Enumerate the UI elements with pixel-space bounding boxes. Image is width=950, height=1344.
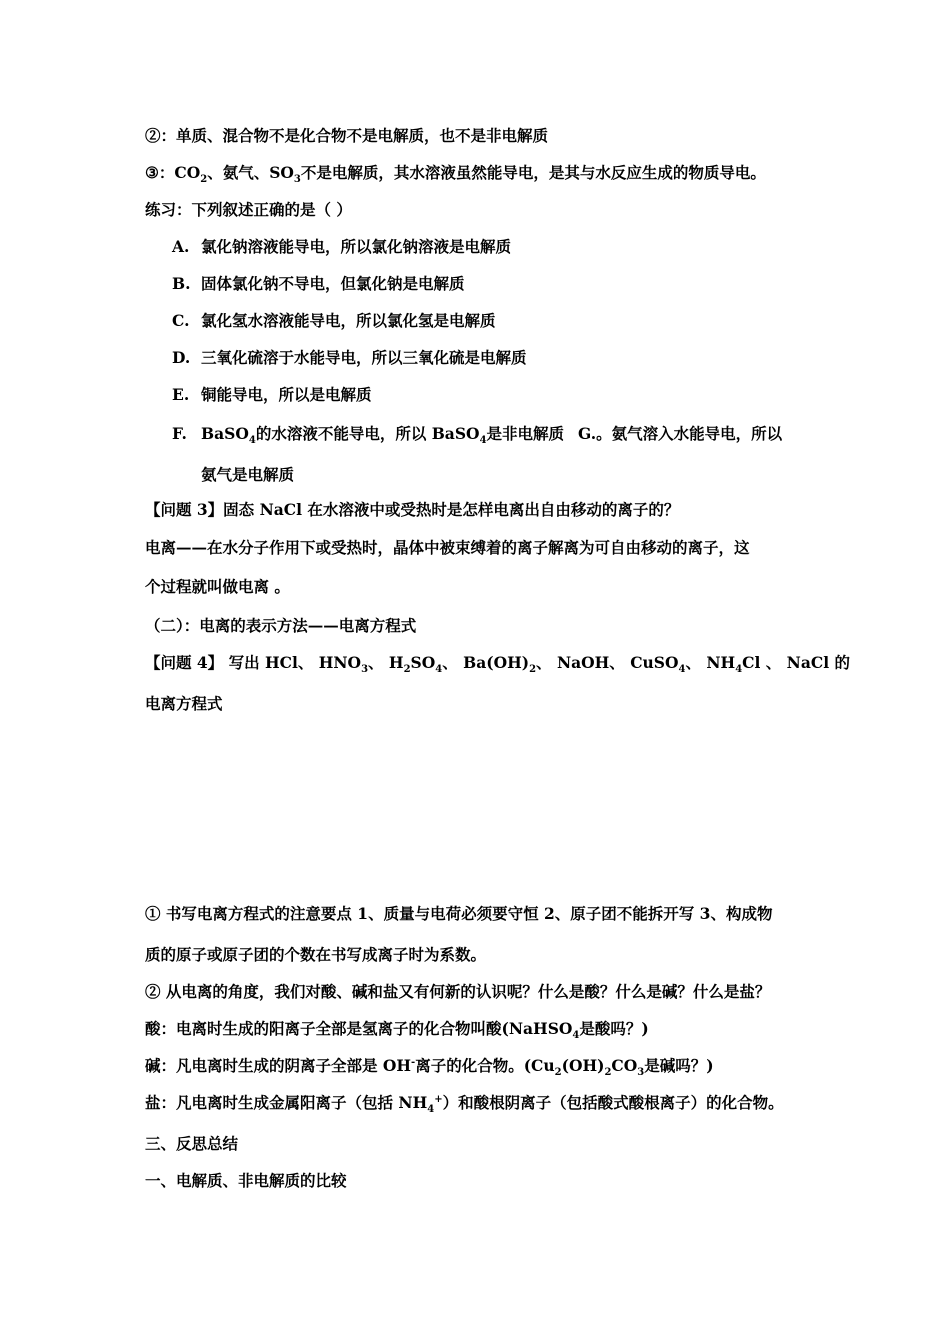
- question-4-continuation: 电离方程式: [145, 694, 223, 713]
- writing-points-1: ① 书写电离方程式的注意要点 1、质量与电荷必须要守恒 2、原子团不能拆开写 3、构成物: [145, 904, 773, 923]
- ionization-definition-1: 电离——在水分子作用下或受热时，晶体中被束缚着的离子解离为可自由移动的离子，这: [145, 538, 750, 557]
- option-g-continuation: 氨气是电解质: [201, 465, 295, 484]
- salt-definition: 盐：凡电离时生成金属阳离子（包括 $NH_4^+$）和酸根阴离子（包括酸式酸根离子）的化合物。: [145, 1093, 784, 1116]
- writing-points-2: 质的原子或原子团的个数在书写成离子时为系数。: [145, 945, 487, 964]
- option-d: D. 三氧化硫溶于水能导电，所以三氧化硫是电解质: [172, 348, 527, 367]
- option-f-g: F. BaSO$_4$的水溶液不能导电，所以 BaSO$_4$是非电解质 G.。氨气溶入水能导电，所以: [172, 424, 783, 447]
- note-2: ②：单质、混合物不是化合物不是电解质，也不是非电解质: [145, 126, 549, 145]
- option-b: B. 固体氯化钠不导电，但氯化钠是电解质: [172, 274, 465, 293]
- section-2-heading: （二）：电离的表示方法——电离方程式: [145, 616, 417, 635]
- acid-definition: 酸：电离时生成的阳离子全部是氢离子的化合物叫酸(NaHSO$_4$是酸吗？): [145, 1019, 649, 1042]
- ionization-definition-2: 个过程就叫做电离 。: [145, 577, 290, 596]
- question-3: 【问题 3】固态 NaCl 在水溶液中或受热时是怎样电离出自由移动的离子的？: [145, 500, 680, 519]
- note-3: ③：$CO_2$、氨气、$SO_3$不是电解质，其水溶液虽然能导电，是其与水反应生成的物质导电。: [145, 163, 766, 186]
- base-definition: 碱：凡电离时生成的阴离子全部是 OH-离子的化合物。($Cu_2(OH)_2CO_3$是碱吗？): [145, 1056, 714, 1079]
- option-e: E. 铜能导电，所以是电解质: [172, 385, 372, 404]
- exercise-prompt: 练习：下列叙述正确的是（ ）: [145, 200, 352, 219]
- option-c: C. 氯化氢水溶液能导电，所以氯化氢是电解质: [172, 311, 496, 330]
- reflection-heading: 三、反思总结: [145, 1134, 239, 1153]
- option-a: A. 氯化钠溶液能导电，所以氯化钠溶液是电解质: [172, 237, 512, 256]
- question-4: 【问题 4】 写出 HCl、 $HNO_3$、 $H_2SO_4$、 $Ba(OH)_2$、 NaOH、 CuSO$_4$、 $NH_4Cl$ 、 NaCl 的: [145, 653, 851, 676]
- acid-base-salt-question: ② 从电离的角度，我们对酸、碱和盐又有何新的认识呢？什么是酸？什么是碱？什么是盐？: [145, 982, 771, 1001]
- comparison-heading: 一、电解质、非电解质的比较: [145, 1171, 347, 1190]
